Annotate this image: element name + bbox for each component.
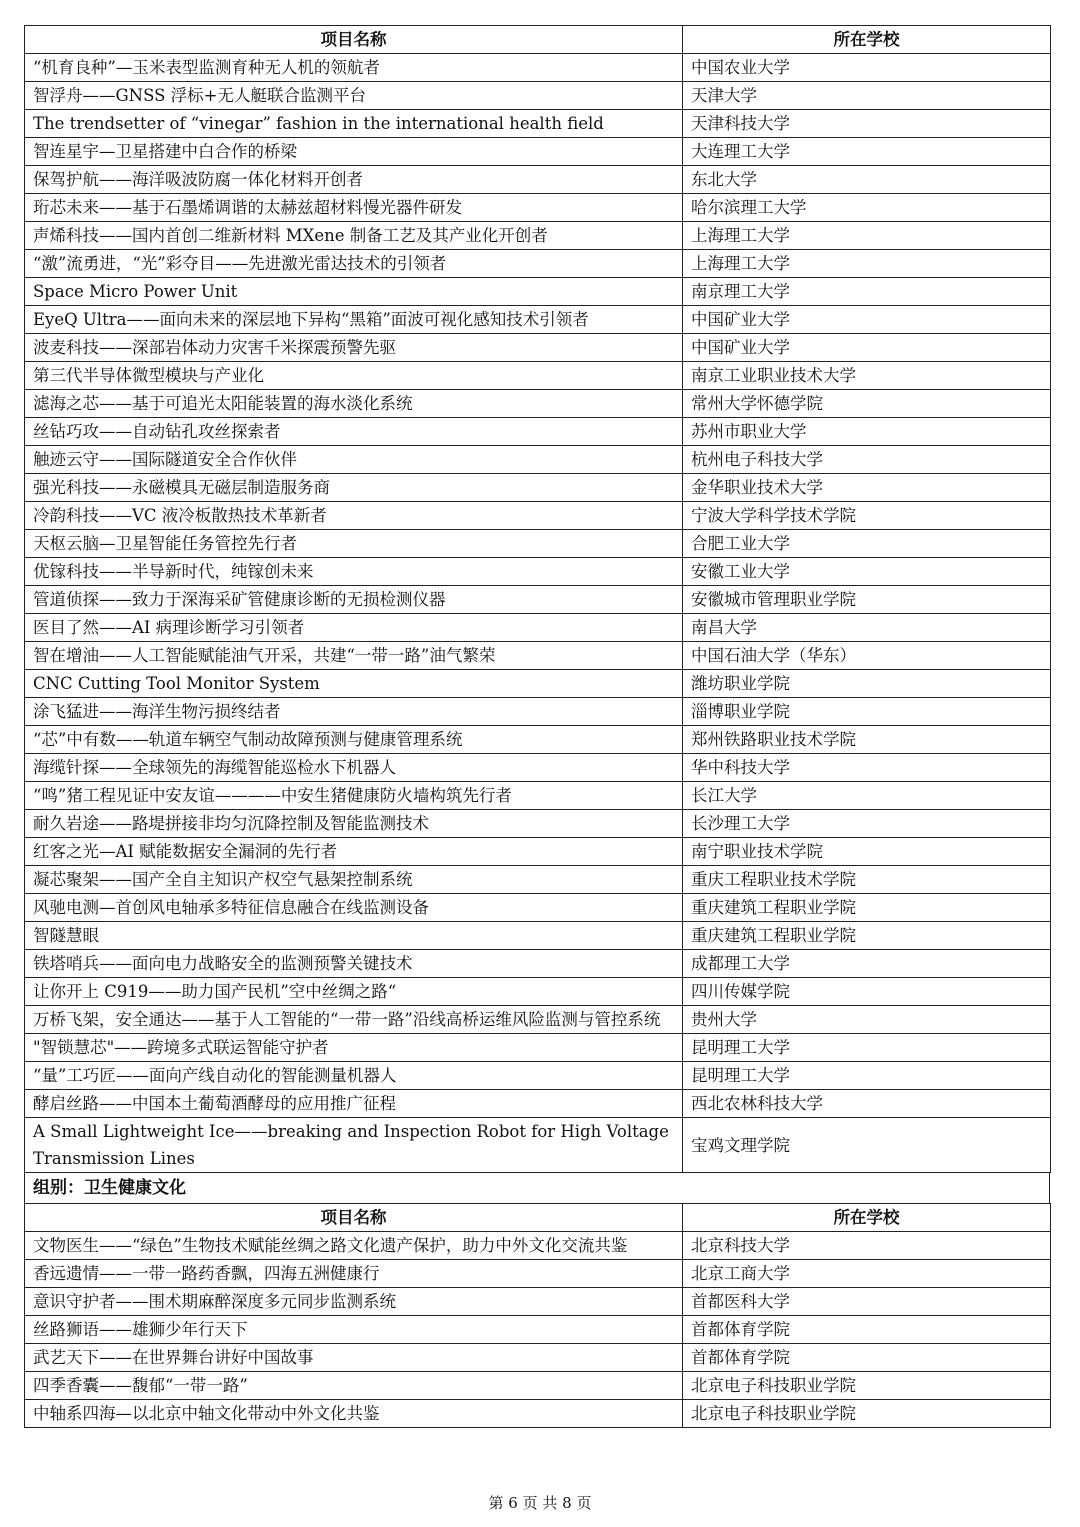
project-name-cell: Space Micro Power Unit [25, 278, 683, 306]
school-cell: 大连理工大学 [683, 138, 1051, 166]
school-cell: 长江大学 [683, 782, 1051, 810]
school-cell: 四川传媒学院 [683, 978, 1051, 1006]
school-cell: 北京工商大学 [683, 1260, 1051, 1288]
school-cell: 杭州电子科技大学 [683, 446, 1051, 474]
group-title: 组别：卫生健康文化 [24, 1173, 1050, 1203]
table-row [25, 334, 1051, 362]
project-name-cell: CNC Cutting Tool Monitor System [25, 670, 683, 698]
project-name-cell: 酵启丝路——中国本土葡萄酒酵母的应用推广征程 [25, 1090, 683, 1118]
table-row [25, 1400, 1051, 1428]
table-row [25, 586, 1051, 614]
project-name-cell: 凝芯聚架——国产全自主知识产权空气悬架控制系统 [25, 866, 683, 894]
project-name-cell: 让你开上 C919——助力国产民机”空中丝绸之路“ [25, 978, 683, 1006]
school-cell: 宝鸡文理学院 [683, 1118, 1051, 1173]
school-cell: 南京工业职业技术大学 [683, 362, 1051, 390]
project-name-cell: 智在增油——人工智能赋能油气开采，共建“一带一路”油气繁荣 [25, 642, 683, 670]
project-name-cell: 海缆针探——全球领先的海缆智能巡检水下机器人 [25, 754, 683, 782]
school-cell: 中国农业大学 [683, 54, 1051, 82]
school-cell: 南宁职业技术学院 [683, 838, 1051, 866]
document-sheet [24, 25, 1050, 1428]
school-cell: 天津科技大学 [683, 110, 1051, 138]
project-name-cell: 滤海之芯——基于可追光太阳能装置的海水淡化系统 [25, 390, 683, 418]
project-name-cell: 珩芯未来——基于石墨烯调谐的太赫兹超材料慢光器件研发 [25, 194, 683, 222]
school-cell: 首都医科大学 [683, 1288, 1051, 1316]
column-header-project-name: 项目名称 [25, 26, 683, 54]
table-row [25, 1232, 1051, 1260]
school-cell: 苏州市职业大学 [683, 418, 1051, 446]
table-row [25, 642, 1051, 670]
projects-table-body [25, 54, 1051, 1173]
school-cell: 中国矿业大学 [683, 334, 1051, 362]
project-name-cell: 意识守护者——围术期麻醉深度多元同步监测系统 [25, 1288, 683, 1316]
table-row [25, 558, 1051, 586]
table-row [25, 54, 1051, 82]
table-row [25, 1288, 1051, 1316]
school-cell: 安徽城市管理职业学院 [683, 586, 1051, 614]
project-name-cell: 优镓科技——半导新时代，纯镓创未来 [25, 558, 683, 586]
school-cell: 华中科技大学 [683, 754, 1051, 782]
project-name-cell: 耐久岩途——路堤拼接非均匀沉降控制及智能监测技术 [25, 810, 683, 838]
school-cell: 昆明理工大学 [683, 1034, 1051, 1062]
project-name-cell: “机育良种”—玉米表型监测育种无人机的领航者 [25, 54, 683, 82]
table-row [25, 418, 1051, 446]
project-name-cell: A Small Lightweight Ice——breaking and Inspection Robot for High Voltage Transmission Lines [25, 1118, 683, 1173]
project-name-cell: 第三代半导体微型模块与产业化 [25, 362, 683, 390]
table-row [25, 1062, 1051, 1090]
table-row [25, 614, 1051, 642]
table-row [25, 278, 1051, 306]
table-row [25, 222, 1051, 250]
school-cell: 中国石油大学（华东） [683, 642, 1051, 670]
table-row [25, 922, 1051, 950]
table-header-row [25, 1204, 1051, 1232]
school-cell: 西北农林科技大学 [683, 1090, 1051, 1118]
table-row [25, 782, 1051, 810]
project-name-cell: 红客之光—AI 赋能数据安全漏洞的先行者 [25, 838, 683, 866]
school-cell: 潍坊职业学院 [683, 670, 1051, 698]
school-cell: 中国矿业大学 [683, 306, 1051, 334]
table-row [25, 754, 1051, 782]
table-row [25, 110, 1051, 138]
project-name-cell: 声烯科技——国内首创二维新材料 MXene 制备工艺及其产业化开创者 [25, 222, 683, 250]
school-cell: 天津大学 [683, 82, 1051, 110]
school-cell: 重庆建筑工程职业学院 [683, 894, 1051, 922]
table-row [25, 390, 1051, 418]
table-row [25, 446, 1051, 474]
column-header-school: 所在学校 [683, 26, 1051, 54]
school-cell: 合肥工业大学 [683, 530, 1051, 558]
table-row [25, 1118, 1051, 1173]
school-cell: 南京理工大学 [683, 278, 1051, 306]
column-header-project-name: 项目名称 [25, 1204, 683, 1232]
table-row [25, 1034, 1051, 1062]
school-cell: 成都理工大学 [683, 950, 1051, 978]
school-cell: 重庆建筑工程职业学院 [683, 922, 1051, 950]
school-cell: 金华职业技术大学 [683, 474, 1051, 502]
project-name-cell: 医目了然——AI 病理诊断学习引领者 [25, 614, 683, 642]
project-name-cell: The trendsetter of “vinegar” fashion in the international health field [25, 110, 683, 138]
school-cell: 上海理工大学 [683, 250, 1051, 278]
project-name-cell: “量”工巧匠——面向产线自动化的智能测量机器人 [25, 1062, 683, 1090]
project-name-cell: “鸣”猪工程见证中安友谊————中安生猪健康防火墙构筑先行者 [25, 782, 683, 810]
project-name-cell: “芯”中有数——轨道车辆空气制动故障预测与健康管理系统 [25, 726, 683, 754]
table-row [25, 1344, 1051, 1372]
project-name-cell: 风驰电测—首创风电轴承多特征信息融合在线监测设备 [25, 894, 683, 922]
table-row [25, 474, 1051, 502]
project-name-cell: 丝钻巧攻——自动钻孔攻丝探索者 [25, 418, 683, 446]
table-row [25, 1006, 1051, 1034]
table-row [25, 250, 1051, 278]
health-culture-table [24, 1203, 1051, 1428]
table-row [25, 362, 1051, 390]
page-number-footer: 第 6 页 共 8 页 [488, 1494, 592, 1512]
table-row [25, 866, 1051, 894]
table-row [25, 670, 1051, 698]
school-cell: 首都体育学院 [683, 1344, 1051, 1372]
project-name-cell: EyeQ Ultra——面向未来的深层地下异构“黑箱”面波可视化感知技术引领者 [25, 306, 683, 334]
project-name-cell: 智隧慧眼 [25, 922, 683, 950]
table-row [25, 1372, 1051, 1400]
table-row [25, 166, 1051, 194]
table-row [25, 82, 1051, 110]
project-name-cell: 天枢云脑—卫星智能任务管控先行者 [25, 530, 683, 558]
project-name-cell: “激”流勇进，“光”彩夺目——先进激光雷达技术的引领者 [25, 250, 683, 278]
table-row [25, 1090, 1051, 1118]
school-cell: 哈尔滨理工大学 [683, 194, 1051, 222]
school-cell: 淄博职业学院 [683, 698, 1051, 726]
project-name-cell: 强光科技——永磁模具无磁层制造服务商 [25, 474, 683, 502]
school-cell: 常州大学怀德学院 [683, 390, 1051, 418]
health-culture-table-body [25, 1232, 1051, 1428]
school-cell: 东北大学 [683, 166, 1051, 194]
project-name-cell: 管道侦探——致力于深海采矿管健康诊断的无损检测仪器 [25, 586, 683, 614]
project-name-cell: 武艺天下——在世界舞台讲好中国故事 [25, 1344, 683, 1372]
project-name-cell: 四季香囊——馥郁“一带一路” [25, 1372, 683, 1400]
project-name-cell: 保驾护航——海洋吸波防腐一体化材料开创者 [25, 166, 683, 194]
project-name-cell: 文物医生——“绿色”生物技术赋能丝绸之路文化遗产保护，助力中外文化交流共鉴 [25, 1232, 683, 1260]
school-cell: 重庆工程职业技术学院 [683, 866, 1051, 894]
table-row [25, 950, 1051, 978]
table-row [25, 894, 1051, 922]
table-row [25, 810, 1051, 838]
table-row [25, 978, 1051, 1006]
table-row [25, 306, 1051, 334]
table-row [25, 138, 1051, 166]
project-name-cell: 智浮舟——GNSS 浮标+无人艇联合监测平台 [25, 82, 683, 110]
school-cell: 安徽工业大学 [683, 558, 1051, 586]
project-name-cell: 香远遗情——一带一路药香飘，四海五洲健康行 [25, 1260, 683, 1288]
column-header-school: 所在学校 [683, 1204, 1051, 1232]
project-name-cell: 冷韵科技——VC 液冷板散热技术革新者 [25, 502, 683, 530]
table-row [25, 1316, 1051, 1344]
school-cell: 北京科技大学 [683, 1232, 1051, 1260]
school-cell: 贵州大学 [683, 1006, 1051, 1034]
project-name-cell: "智锁慧芯"——跨境多式联运智能守护者 [25, 1034, 683, 1062]
school-cell: 上海理工大学 [683, 222, 1051, 250]
table-row [25, 838, 1051, 866]
school-cell: 郑州铁路职业技术学院 [683, 726, 1051, 754]
project-name-cell: 万桥飞架，安全通达——基于人工智能的“一带一路”沿线高桥运维风险监测与管控系统 [25, 1006, 683, 1034]
table-row [25, 194, 1051, 222]
project-name-cell: 智连星宇—卫星搭建中白合作的桥梁 [25, 138, 683, 166]
table-row [25, 698, 1051, 726]
table-row [25, 530, 1051, 558]
project-name-cell: 铁塔哨兵——面向电力战略安全的监测预警关键技术 [25, 950, 683, 978]
project-name-cell: 中轴系四海—以北京中轴文化带动中外文化共鉴 [25, 1400, 683, 1428]
table-row [25, 1260, 1051, 1288]
school-cell: 北京电子科技职业学院 [683, 1400, 1051, 1428]
school-cell: 昆明理工大学 [683, 1062, 1051, 1090]
school-cell: 宁波大学科学技术学院 [683, 502, 1051, 530]
school-cell: 北京电子科技职业学院 [683, 1372, 1051, 1400]
project-name-cell: 丝路狮语——雄狮少年行天下 [25, 1316, 683, 1344]
project-name-cell: 波麦科技——深部岩体动力灾害千米探震预警先驱 [25, 334, 683, 362]
table-row [25, 726, 1051, 754]
school-cell: 南昌大学 [683, 614, 1051, 642]
projects-table [24, 25, 1051, 1173]
table-row [25, 502, 1051, 530]
school-cell: 长沙理工大学 [683, 810, 1051, 838]
project-name-cell: 涂飞猛进——海洋生物污损终结者 [25, 698, 683, 726]
school-cell: 首都体育学院 [683, 1316, 1051, 1344]
project-name-cell: 触迹云守——国际隧道安全合作伙伴 [25, 446, 683, 474]
table-header-row [25, 26, 1051, 54]
